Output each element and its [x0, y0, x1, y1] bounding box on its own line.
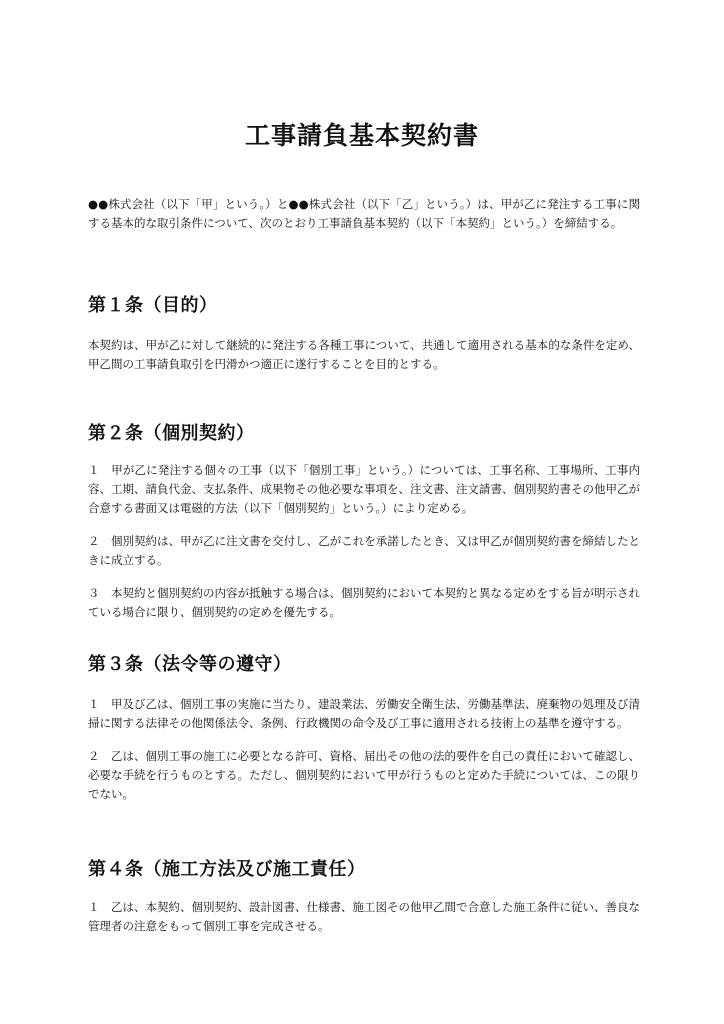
article-2-body — [88, 461, 640, 622]
article-3-heading: 第３条（法令等の遵守） — [88, 654, 292, 675]
article-2-paragraph-2: ２ 個別契約は、甲が乙に注文書を交付し、乙がこれを承諾したとき、又は甲乙が個別契約書を締結したときに成立する。 — [88, 534, 640, 567]
article-4-paragraph-1: １ 乙は、本契約、個別契約、設計図書、仕様書、施工図その他甲乙間で合意した施工条件に従い、善良な管理者の注意をもって個別工事を完成させる。 — [88, 900, 640, 933]
article-3-paragraph-2: ２ 乙は、個別工事の施工に必要となる許可、資格、届出その他の法的要件を自己の責任において確認し、必要な手続を行うものとする。ただし、個別契約において甲が行うものと定めた手続については、この限りでない。 — [88, 749, 640, 801]
article-3-body — [88, 695, 640, 804]
preamble — [88, 195, 640, 233]
article-1-heading: 第１条（目的） — [88, 295, 218, 316]
preamble-text: ●●株式会社（以下「甲」という。）と●●株式会社（以下「乙」という。）は、甲が乙に発注する工事に関する基本的な取引条件について、次のとおり工事請負基本契約（以下「本契約」という。）を締結する。 — [88, 197, 640, 230]
article-4-body — [88, 898, 640, 936]
article-4-heading: 第４条（施工方法及び施工責任） — [88, 859, 366, 880]
article-2-paragraph-3: ３ 本契約と個別契約の内容が抵触する場合は、個別契約において本契約と異なる定めをする旨が明示されている場合に限り、個別契約の定めを優先する。 — [88, 586, 640, 619]
article-1-body — [88, 336, 640, 374]
document-title: 工事請負基本契約書 — [244, 121, 479, 150]
article-2-paragraph-1: １ 甲が乙に発注する個々の工事（以下「個別工事」という。）については、工事名称、工事場所、工事内容、工期、請負代金、支払条件、成果物その他必要な事項を、注文書、注文請書、個別契約書その他甲乙が合意する書面又は電磁的方法（以下「個別契約」という。）により定める。 — [88, 463, 640, 515]
article-1-paragraph-1: 本契約は、甲が乙に対して継続的に発注する各種工事について、共通して適用される基本的な条件を定め、甲乙間の工事請負取引を円滑かつ適正に遂行することを目的とする。 — [88, 338, 640, 371]
article-2-heading: 第２条（個別契約） — [88, 423, 255, 444]
article-3-paragraph-1: １ 甲及び乙は、個別工事の実施に当たり、建設業法、労働安全衛生法、労働基準法、廃棄物の処理及び清掃に関する法律その他関係法令、条例、行政機関の命令及び工事に適用される技術上の基準を遵守する。 — [88, 697, 640, 730]
